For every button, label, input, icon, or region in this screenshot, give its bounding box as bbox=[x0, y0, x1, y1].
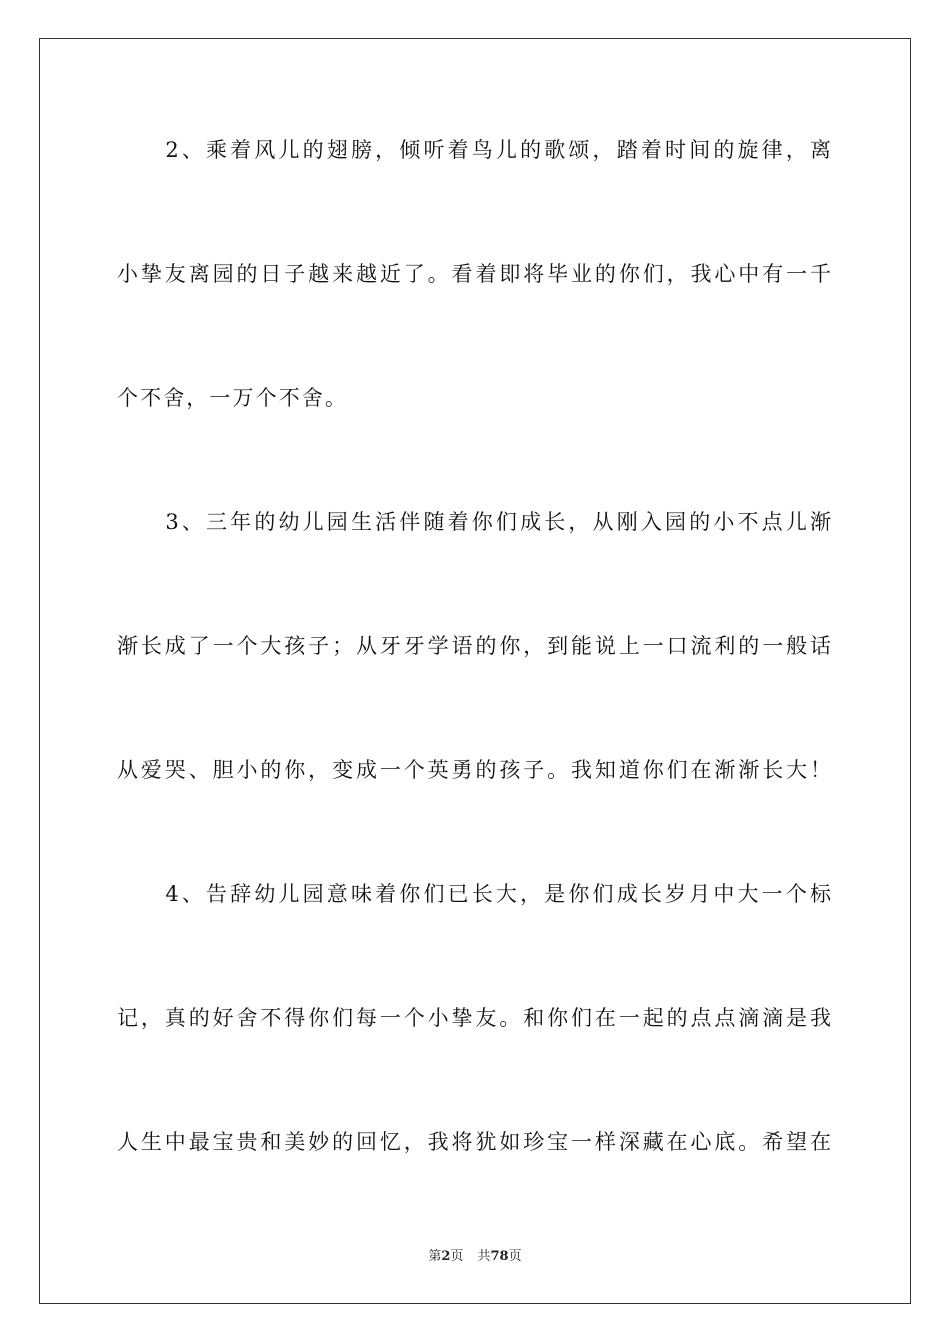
page-footer bbox=[0, 1248, 950, 1266]
page-prefix: 第 bbox=[428, 1249, 442, 1264]
current-page-number: 2 bbox=[441, 1249, 451, 1264]
total-page-number: 78 bbox=[490, 1249, 509, 1264]
paragraph-line: 人生中最宝贵和美妙的回忆，我将犹如珍宝一样深藏在心底。希望在 bbox=[117, 1130, 831, 1154]
paragraph-line: 小挚友离园的日子越来越近了。看着即将毕业的你们，我心中有一千 bbox=[117, 262, 831, 286]
paragraph-line: 个不舍，一万个不舍。 bbox=[117, 386, 348, 410]
paragraph-line: 渐长成了一个大孩子；从牙牙学语的你，到能说上一口流利的一般话 bbox=[117, 634, 831, 658]
paragraph-line: 2、乘着风儿的翅膀，倾听着鸟儿的歌颂，踏着时间的旋律，离 bbox=[117, 138, 831, 162]
total-suffix: 页 bbox=[508, 1249, 522, 1264]
paragraph-line: 从爱哭、胆小的你，变成一个英勇的孩子。我知道你们在渐渐长大！ bbox=[117, 758, 831, 782]
total-prefix: 共 bbox=[477, 1249, 491, 1264]
paragraph-line: 3、三年的幼儿园生活伴随着你们成长，从刚入园的小不点儿渐 bbox=[117, 510, 831, 534]
page-suffix: 页 bbox=[450, 1249, 464, 1264]
paragraph-line: 记，真的好舍不得你们每一个小挚友。和你们在一起的点点滴滴是我 bbox=[117, 1006, 831, 1030]
paragraph-line: 4、告辞幼儿园意味着你们已长大，是你们成长岁月中大一个标 bbox=[117, 882, 831, 906]
page-border bbox=[39, 38, 911, 1304]
